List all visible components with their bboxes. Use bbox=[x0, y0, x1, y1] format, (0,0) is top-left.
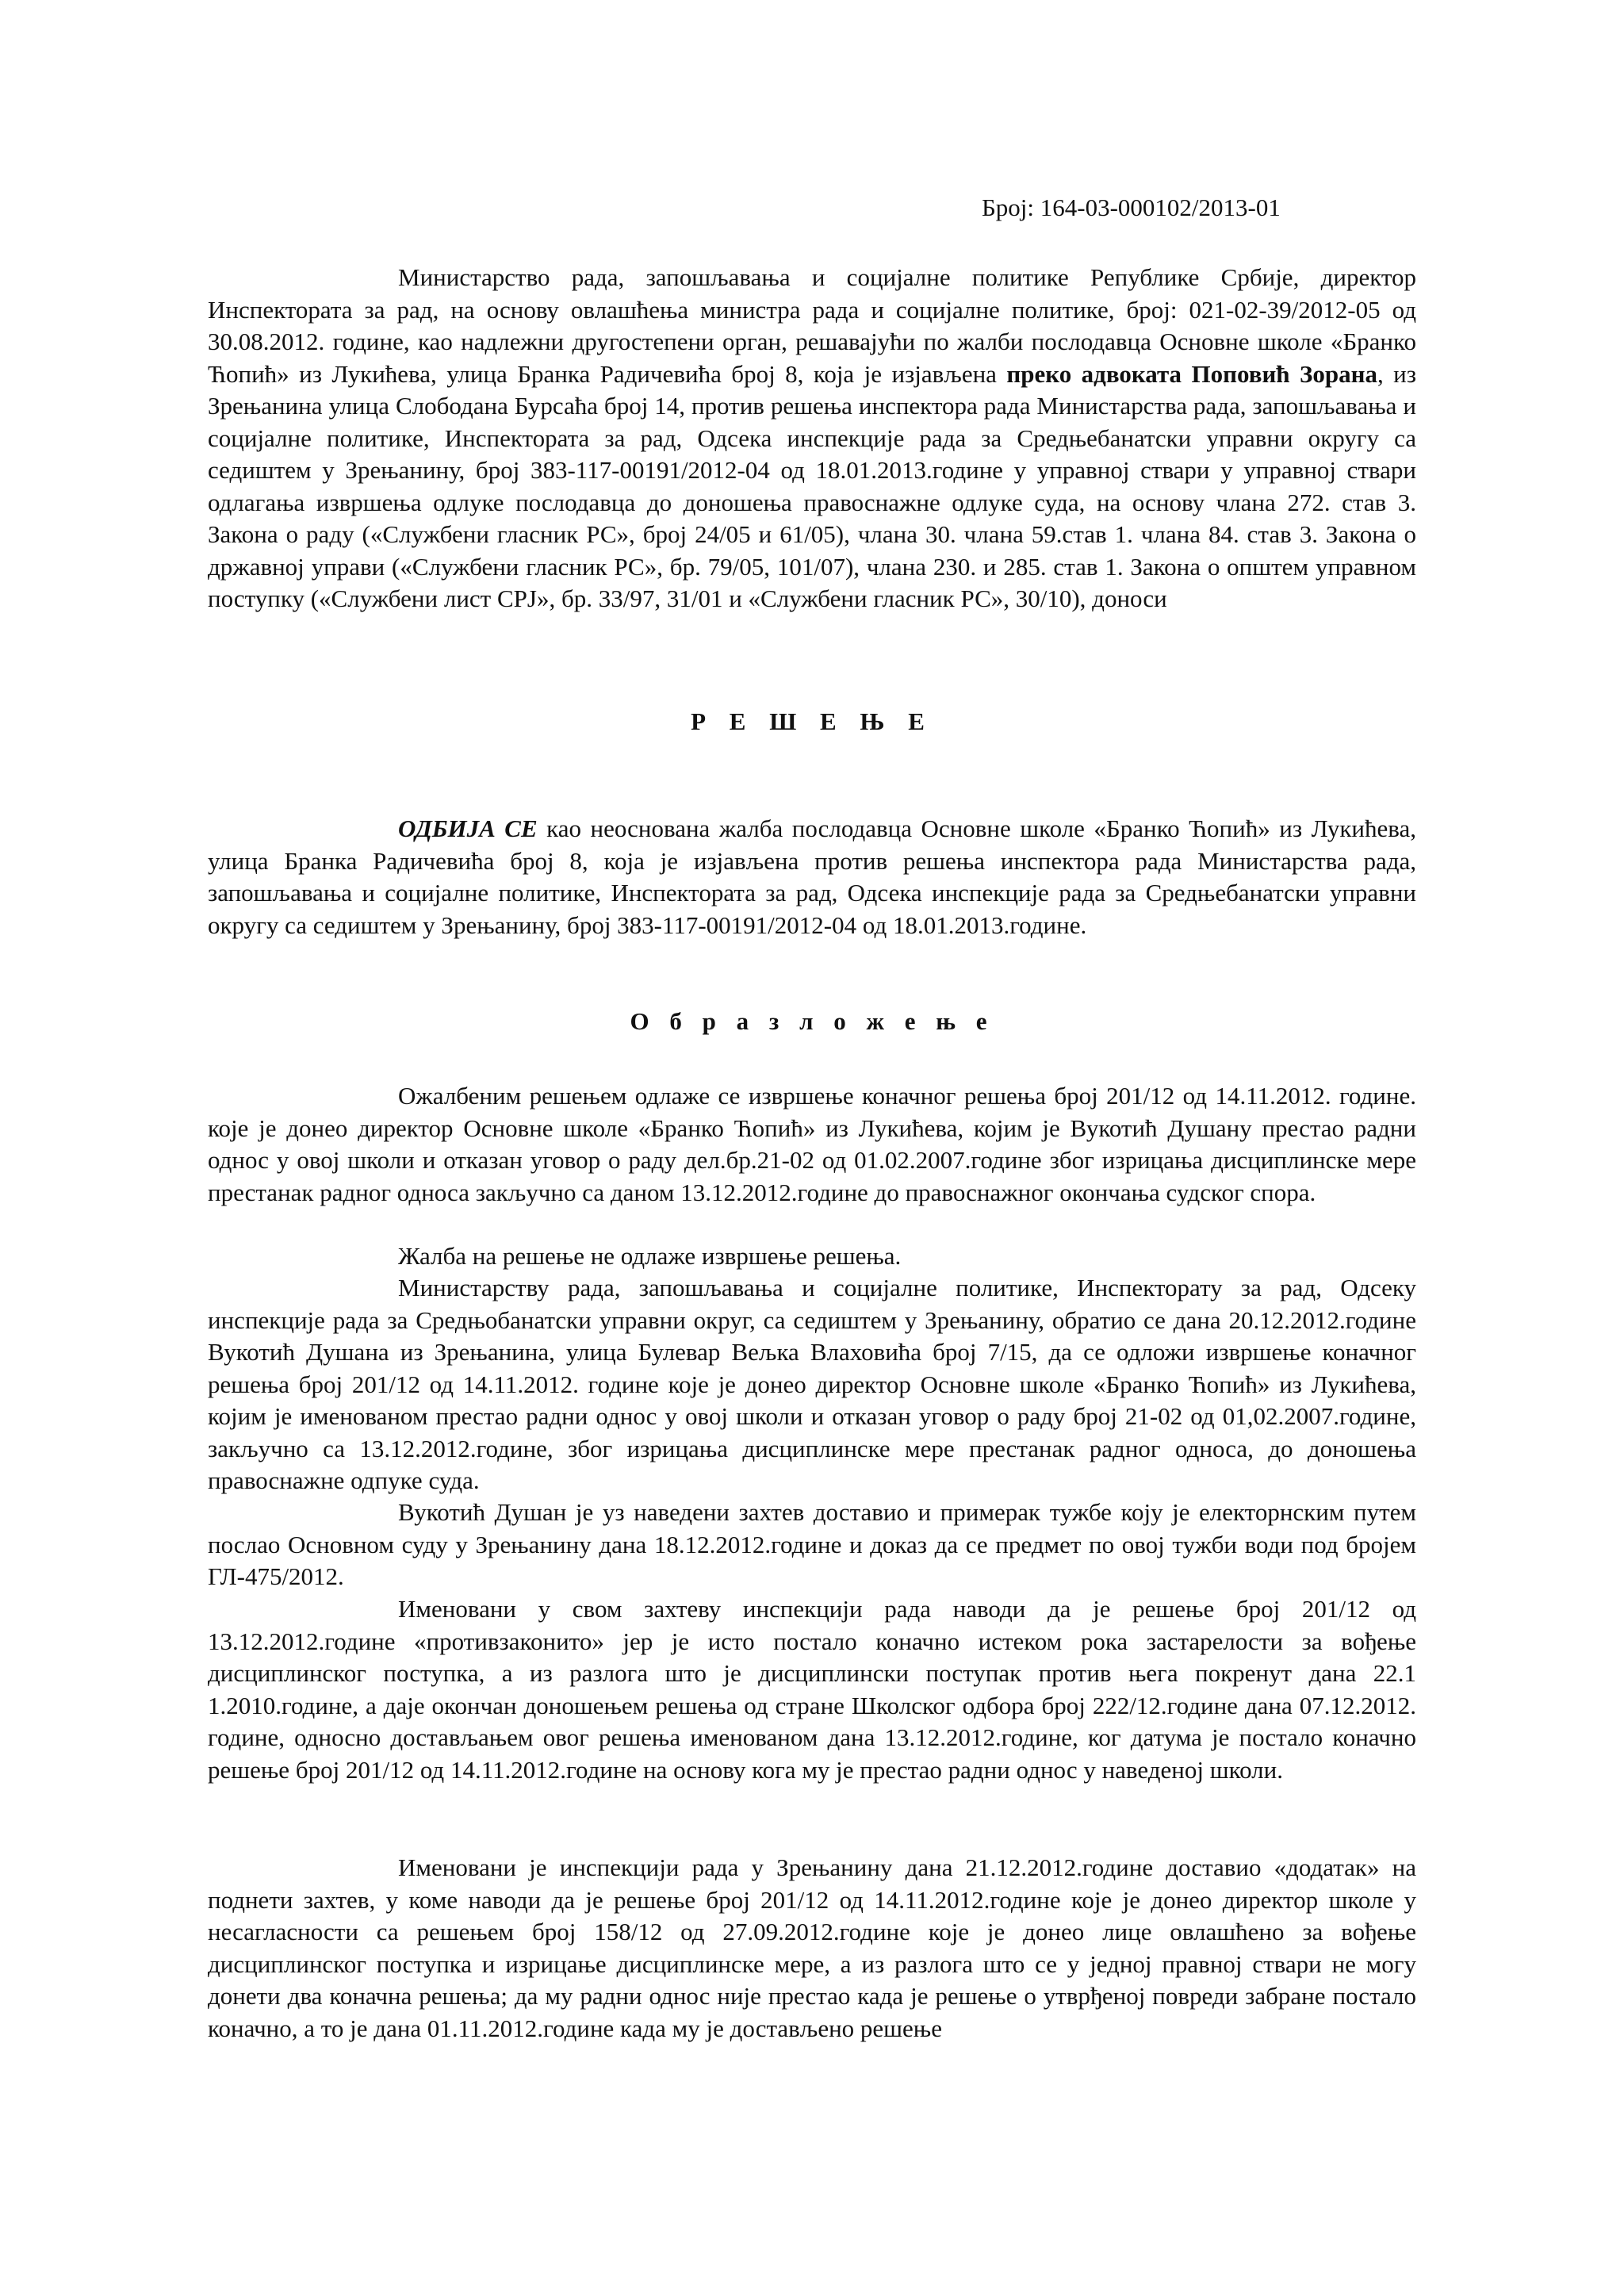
reasoning-paragraph-4: Вукотић Душан је уз наведени захтев доставио и примерак тужбе коју је електорнским путем послао Основном суду у Зрењанину дана 18.12.2012.године и доказ да се предмет по овој тужби води под бројем ГЛ-475/2012. bbox=[208, 1498, 1416, 1590]
decision-emphasis: ОДБИЈА СЕ bbox=[398, 815, 538, 842]
reasoning-paragraph-2: Жалба на решење не одлаже извршење решења. bbox=[398, 1242, 902, 1270]
intro-text-part2: , из Зрењанина улица Слободана Бурсаћа број 14, против решења инспектора рада Министарства рада, запошљавања и социјалне политике, Инспектората за рад, Одсека инспекције рада за Средњебанатски управни округу са седиштем у Зрењанину, број 383-117-00191/2012-04 од 18.01.2013.године у управној ствари у управној ствари одлагања извршења одлуке послодавца до доношења правоснажне одлуке суда, на основу члана 272. став 3. Закона о раду («Службени гласник РС», број 24/05 и 61/05), члана 30. члана 59.став 1. члана 84. став 3. Закона о државној управи («Службени гласник РС», бр. 79/05, 101/07), члана 230. и 285. став 1. Закона о општем управном поступку («Службени лист СРЈ», бр. 33/97, 31/01 и «Службени гласник РС», 30/10), доноси bbox=[208, 359, 1416, 612]
decision-text: као неоснована жалба послодавца Основне школе «Бранко Ћопић» из Лукићева, улица Бранка Радичевића број 8, која је изјављена против решења инспектора рада Министарства рада, запошљавања и социјалне политике, Инспектората за рад, Одсека инспекције рада за Средњебанатски управни округу са седиштем у Зрењанину, број 383-117-00191/2012-04 од 18.01.2013.године. bbox=[208, 815, 1416, 939]
decision-paragraph bbox=[208, 813, 1416, 941]
reference-number: Број: 164-03-000102/2013-01 bbox=[982, 194, 1281, 221]
reasoning-paragraph-3: Министарству рада, запошљавања и социјалне политике, Инспекторату за рад, Одсеку инспекције рада за Средњобанатски управни округ, са седиштем у Зрењанину, обратио се дана 20.12.2012.године Вукотић Душана из Зрењанина, улица Булевар Вељка Влаховића број 7/15, да се одложи извршење коначног решења број 201/12 од 14.11.2012. године које је донео директор Основне школе «Бранко Ћопић» из Лукићева, којим је именованом престао радни однос у овој школи и отказан уговор о раду број 21-02 од 01,02.2007.године, закључно са 13.12.2012.године, због изрицања дисциплинске мере престанак радног односа, до доношења правоснажне одпуке суда. bbox=[208, 1274, 1416, 1494]
reasoning-paragraph-6: Именовани је инспекцији рада у Зрењанину дана 21.12.2012.године доставио «додатак» на поднети захтев, у коме наводи да је решење број 201/12 од 14.11.2012.године које је донео директор школе у несагласности са решењем број 158/12 од 27.09.2012.године које је донео лице овлашћено за вођење дисциплинског поступка и изрицање дисциплинске мере, а из разлога што се у једној правној ствари не могу донети два коначна решења; да му радни однос није престао када је решење о утврђеној повреди забране постало коначно, а то је дана 01.11.2012.године када му је достављено решење bbox=[208, 1853, 1416, 2042]
reasoning-paragraph-5: Именовани у свом захтеву инспекцији рада наводи да је решење број 201/12 од 13.12.2012.године «противзаконито» јер је исто постало коначно истеком рока застарелости за вођење дисциплинског поступка, а из разлога што је дисциплински поступак против њега покренут дана 22.1 1.2010.године, а даје окончан доношењем решења од стране Школског одбора број 222/12.године дана 07.12.2012. године, односно достављањем овог решења именованом дана 13.12.2012.године, ког датума је постало коначно решење број 201/12 од 14.11.2012.године на основу кога му је престао радни однос у наведеној школи. bbox=[208, 1595, 1416, 1784]
intro-paragraph bbox=[208, 262, 1416, 615]
intro-text-part1: Министарство рада, запошљавања и социјалне политике Републике Србије, директор Инспектората за рад, на основу овлашћења министра рада и социјалне политике, број: 021-02-39/2012-05 од 30.08.2012. године, као надлежни другостепени орган, решавајући по жалби послодавца Основне школе «Бранко Ћопић» из Лукићева, улица Бранка Радичевића број 8, која је изјављена bbox=[208, 263, 1416, 388]
decision-heading: Р Е Ш Е Њ Е bbox=[691, 707, 933, 735]
intro-lawyer-name: преко адвоката Поповић Зорана bbox=[1006, 359, 1377, 388]
reasoning-paragraph-1: Ожалбеним решењем одлаже се извршење коначног решења број 201/12 од 14.11.2012. године. које је донео директор Основне школе «Бранко Ћопић» из Лукићева, којим је Вукотић Душану престао радни однос у овој школи и отказан уговор о раду дел.бр.21-02 од 01.02.2007.године због изрицања дисциплинске мере престанак радног односа закључно са даном 13.12.2012.године до правоснажног окончања судског спора. bbox=[208, 1082, 1416, 1206]
reasoning-heading: О б р а з л о ж е њ е bbox=[630, 1007, 994, 1035]
